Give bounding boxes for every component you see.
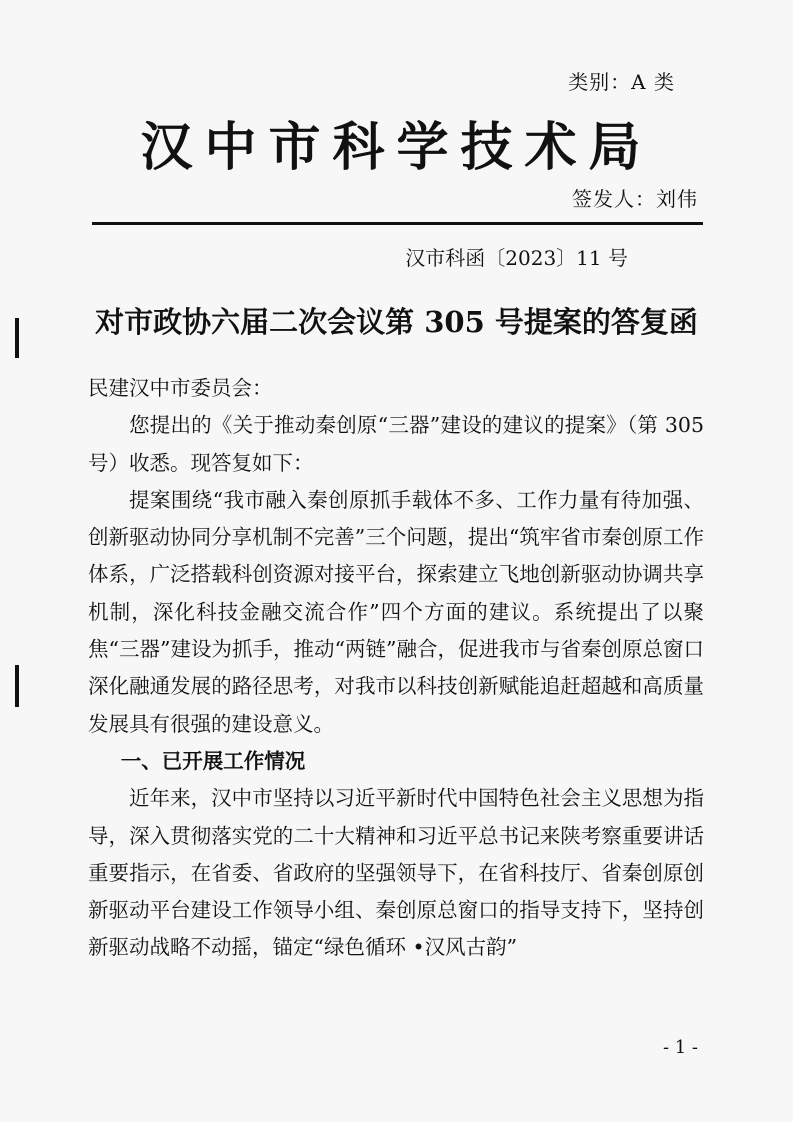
body-paragraph: 您提出的《关于推动秦创原“三器”建设的建议的提案》（第 305 号）收悉。现答复如下：	[88, 413, 704, 475]
document-number: 汉市科函〔2023〕11 号	[405, 246, 628, 270]
signer-line: 签发人：刘伟	[572, 187, 698, 211]
document-title: 对市政协六届二次会议第 305 号提案的答复函	[95, 305, 698, 339]
header-divider	[92, 222, 703, 225]
salutation: 民建汉中市委员会：	[88, 376, 273, 400]
binding-mark-top	[15, 318, 19, 358]
body-paragraph: 提案围绕“我市融入秦创原抓手载体不多、工作力量有待加强、创新驱动协同分享机制不完善”三个问题，提出“筑牢省市秦创原工作体系，广泛搭载科创资源对接平台，探索建立飞地创新驱动协调共享机制，深化科技金融交流合作”四个方面的建议。系统提出了以聚焦“三器”建设为抓手，推动“两链”融合，促进我市与省秦创原总窗口深化融通发展的路径思考，对我市以科技创新赋能追赶超越和高质量发展具有很强的建设意义。	[88, 487, 704, 736]
document-category: 类别：A 类	[568, 70, 675, 94]
section-heading: 一、已开展工作情况	[120, 748, 306, 773]
issuing-organization-title: 汉中市科学技术局	[140, 118, 653, 178]
binding-mark-bottom	[15, 665, 19, 707]
page-number: - 1 -	[662, 1037, 698, 1058]
section-paragraph: 近年来，汉中市坚持以习近平新时代中国特色社会主义思想为指导，深入贯彻落实党的二十大精神和习近平总书记来陕考察重要讲话重要指示，在省委、省政府的坚强领导下，在省科技厅、省秦创原创新驱动平台建设工作领导小组、秦创原总窗口的指导支持下，坚持创新驱动战略不动摇，锚定“绿色循环 •汉风古韵”	[88, 786, 704, 960]
document-body	[88, 370, 704, 967]
